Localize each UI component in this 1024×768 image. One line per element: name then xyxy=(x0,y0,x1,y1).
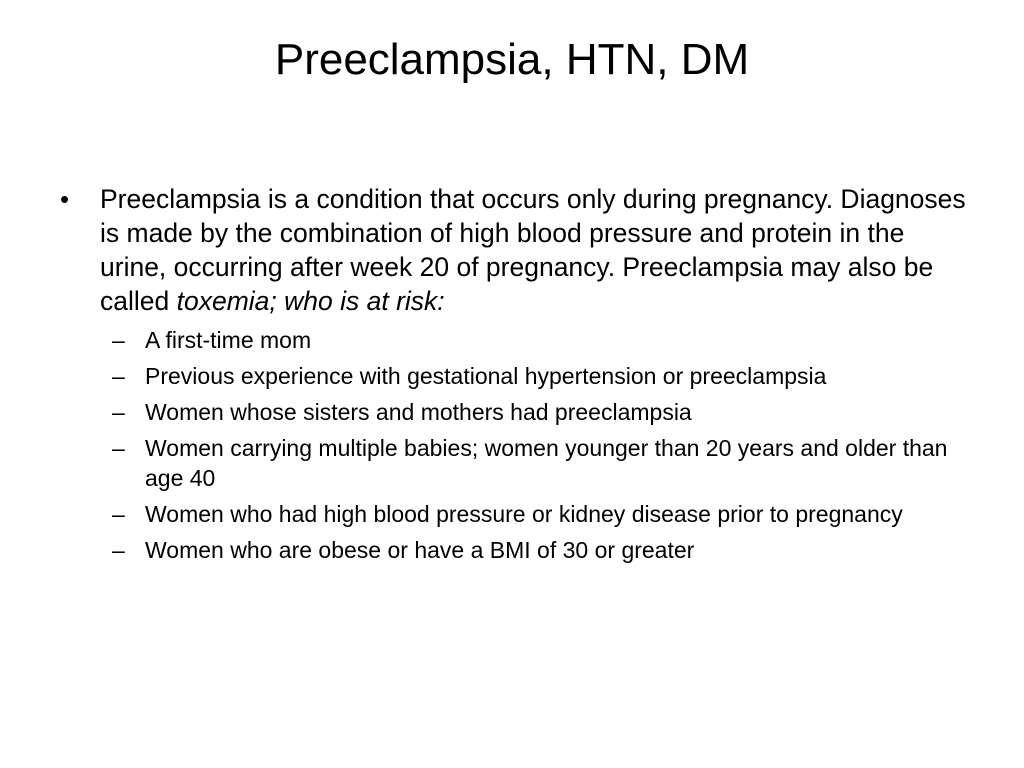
risk-factor-list xyxy=(60,325,970,565)
main-bullet xyxy=(60,182,970,318)
main-bullet-text xyxy=(100,182,970,318)
slide-body xyxy=(60,182,970,571)
main-bullet-italic-text: toxemia; who is at risk: xyxy=(176,286,445,316)
risk-factor-text: Women who had high blood pressure or kidney disease prior to pregnancy xyxy=(145,501,903,527)
risk-factor-text: Previous experience with gestational hypertension or preeclampsia xyxy=(145,363,827,389)
dash-marker: – xyxy=(112,537,125,563)
dash-marker: – xyxy=(112,399,125,425)
main-bullet-plain-text: Preeclampsia is a condition that occurs only during pregnancy. Diagnoses is made by the combination of high blood pressure and protein in the urine, occurring after week 20 of pregnancy. Preeclampsia may also be called xyxy=(100,184,966,316)
risk-factor-item xyxy=(112,535,970,565)
dash-marker: – xyxy=(112,435,125,461)
risk-factor-text: Women whose sisters and mothers had preeclampsia xyxy=(145,399,692,425)
dash-marker: – xyxy=(112,327,125,353)
risk-factor-item xyxy=(112,397,970,427)
bullet-marker: • xyxy=(60,184,70,214)
slide-title: Preeclampsia, HTN, DM xyxy=(274,35,750,84)
risk-factor-text: A first-time mom xyxy=(145,327,312,353)
dash-marker: – xyxy=(112,501,125,527)
risk-factor-item xyxy=(112,499,970,529)
risk-factor-item xyxy=(112,325,970,355)
risk-factor-item xyxy=(112,361,970,391)
risk-factor-text: Women carrying multiple babies; women younger than 20 years and older than age 40 xyxy=(145,435,948,491)
risk-factor-item xyxy=(112,433,970,493)
risk-factor-text: Women who are obese or have a BMI of 30 or greater xyxy=(145,537,695,563)
dash-marker: – xyxy=(112,363,125,389)
